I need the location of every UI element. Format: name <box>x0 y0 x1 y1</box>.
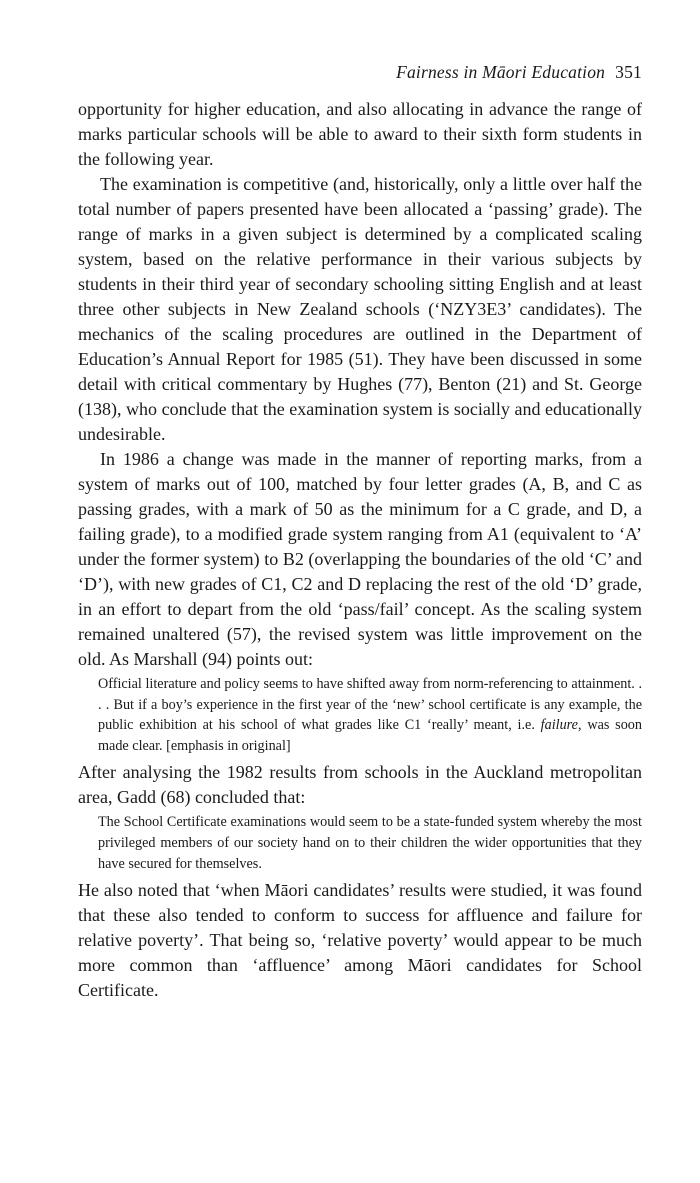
block-quote-marshall <box>98 674 642 756</box>
book-page <box>78 62 642 1003</box>
paragraph-4: After analysing the 1982 results from schools in the Auckland metropolitan area, Gadd (68) concluded that: <box>78 762 642 808</box>
running-head <box>78 62 642 83</box>
quote-1-text-a: Official literature and policy seems to have shifted away from norm-referencing to attainment. . . . But if a boy’s experience in the first year of the ‘new’ school certificate is any example, the public exhibition at his school of what grades like C1 ‘really’ meant, i.e. <box>98 676 642 734</box>
quote-1-emphasis: failure <box>540 717 578 734</box>
paragraph-1: opportunity for higher education, and also allocating in advance the range of marks particular schools will be able to award to their sixth form students in the following year. <box>78 99 642 169</box>
quote-1-text-b: , was soon made clear. [emphasis in original] <box>98 717 642 754</box>
block-quote-gadd: The School Certificate examinations would seem to be a state-funded system whereby the most privileged members of our society hand on to their children the wider opportunities that they have secured for themselves. <box>98 814 642 872</box>
paragraph-2: The examination is competitive (and, historically, only a little over half the total number of papers presented have been allocated a ‘passing’ grade). The range of marks in a given subject is determined by a complicated scaling system, based on the relative performance in their various subjects by students in their third year of secondary schooling sitting English and at least three other subjects in New Zealand schools (‘NZY3E3’ candidates). The mechanics of the scaling procedures are outlined in the Department of Education’s Annual Report for 1985 (51). They have been discussed in some detail with critical commentary by Hughes (77), Benton (21) and St. George (138), who conclude that the examination system is socially and educationally undesirable. <box>78 174 642 444</box>
page-number: 351 <box>615 62 642 82</box>
paragraph-3: In 1986 a change was made in the manner of reporting marks, from a system of marks out of 100, matched by four letter grades (A, B, and C as passing grades, with a mark of 50 as the minimum for a C grade, and D, a failing grade), to a modified grade system ranging from A1 (equivalent to ‘A’ under the former system) to B2 (overlapping the boundaries of the old ‘C’ and ‘D’), with new grades of C1, C2 and D replacing the rest of the old ‘D’ grade, in an effort to depart from the old ‘pass/fail’ concept. As the scaling system remained unaltered (57), the revised system was little improvement on the old. As Marshall (94) points out: <box>78 449 642 669</box>
running-title: Fairness in Māori Education <box>396 62 606 82</box>
paragraph-5: He also noted that ‘when Māori candidates’ results were studied, it was found that these also tended to conform to success for affluence and failure for relative poverty’. That being so, ‘relative poverty’ would appear to be much more common than ‘affluence’ among Māori candidates for School Certificate. <box>78 880 642 1001</box>
